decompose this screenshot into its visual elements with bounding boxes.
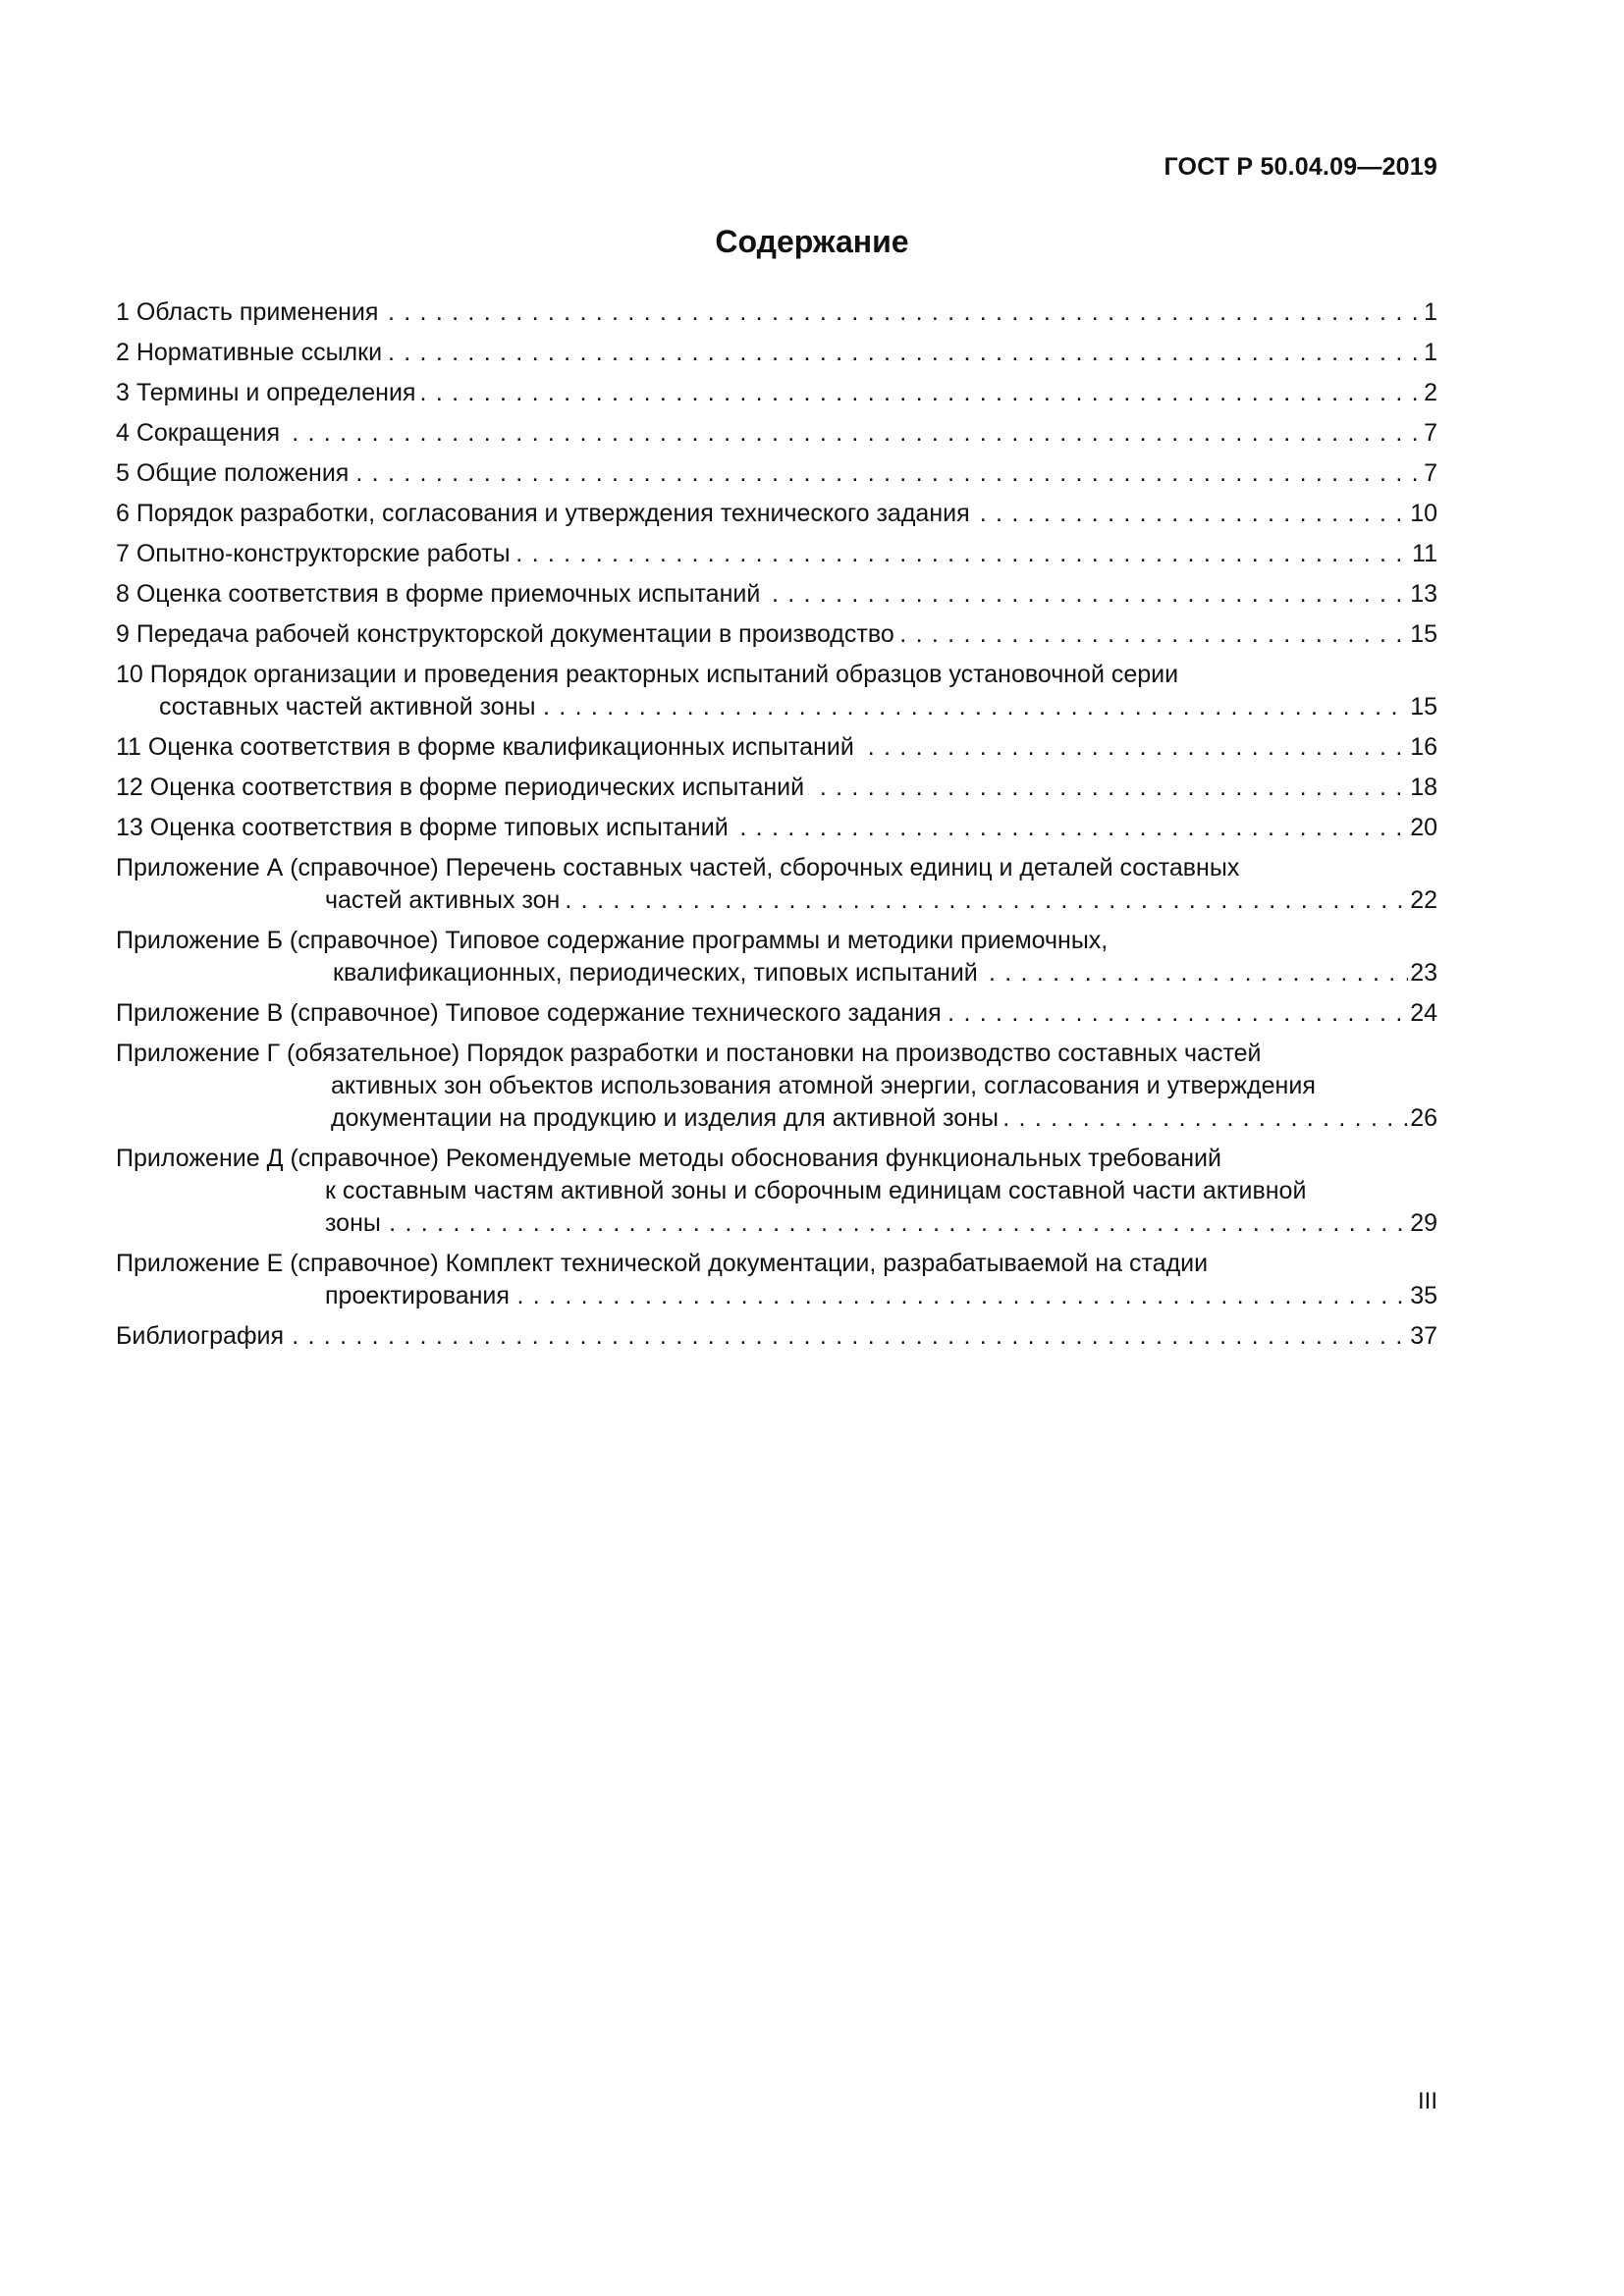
toc-entry-page: 10 (1410, 500, 1437, 527)
toc-entry-label-cont: проектирования (325, 1282, 514, 1309)
toc-entry-13[interactable] (116, 812, 1437, 844)
toc-entry-label-cont: документации на продукцию и изделия для активной зоны (331, 1104, 1002, 1132)
toc-entry-5[interactable] (116, 457, 1437, 490)
toc-entry-page: 18 (1410, 774, 1437, 801)
toc-entry-2[interactable] (116, 337, 1437, 369)
toc-entry-label: 8 Оценка соответствия в форме приемочных испытаний (116, 580, 764, 608)
toc-entry-7[interactable] (116, 538, 1437, 570)
toc-entry-page: 20 (1410, 814, 1437, 841)
toc-entry-11[interactable] (116, 731, 1437, 764)
toc-entry-label: 2 Нормативные ссылки (116, 339, 386, 366)
toc-entry-label: Приложение В (справочное) Типовое содержание технического задания (116, 999, 946, 1027)
toc-entry-label: 10 Порядок организации и проведения реакторных испытаний образцов установочной серии (116, 661, 1179, 688)
toc-entry-label: 7 Опытно-конструкторские работы (116, 540, 514, 567)
toc-entry-label: Приложение Г (обязательное) Порядок разработки и постановки на производство составных частей (116, 1040, 1262, 1067)
toc-entry-12[interactable] (116, 772, 1437, 804)
toc-entry-3[interactable] (116, 377, 1437, 409)
toc-entry-9[interactable] (116, 618, 1437, 651)
toc-entry-label-cont: зоны (325, 1209, 385, 1237)
toc-entry-label-cont: частей активных зон (325, 886, 564, 914)
toc-entry-page: 15 (1410, 620, 1437, 648)
toc-entry-page: 29 (1410, 1209, 1437, 1237)
toc-entry-label: Приложение А (справочное) Перечень составных частей, сборочных единиц и деталей составных (116, 854, 1240, 881)
toc-entry-label: Приложение Б (справочное) Типовое содержание программы и методики приемочных, (116, 927, 1109, 954)
table-of-contents (116, 296, 1437, 1361)
toc-entry-8[interactable] (116, 578, 1437, 611)
toc-entry-label-cont: составных частей активной зоны (159, 693, 539, 721)
toc-entry-page: 1 (1424, 298, 1437, 326)
toc-entry-page: 1 (1424, 339, 1437, 366)
toc-entry-6[interactable] (116, 498, 1437, 530)
toc-entry-appendix-a[interactable] (116, 852, 1437, 917)
toc-entry-label: 13 Оценка соответствия в форме типовых испытаний (116, 814, 732, 841)
toc-entry-appendix-v[interactable] (116, 997, 1437, 1030)
toc-title: Содержание (715, 224, 909, 259)
toc-entry-label-cont: к составным частям активной зоны и сборочным единицам составной части активной (325, 1177, 1307, 1204)
toc-entry-page: 24 (1410, 999, 1437, 1027)
toc-entry-page: 7 (1424, 459, 1437, 487)
toc-entry-label: 4 Сокращения (116, 419, 284, 447)
page-number: III (1417, 2088, 1437, 2114)
toc-entry-appendix-g[interactable] (116, 1038, 1437, 1135)
toc-entry-page: 15 (1410, 693, 1437, 721)
toc-entry-label: Приложение Д (справочное) Рекомендуемые методы обоснования функциональных требований (116, 1145, 1221, 1172)
toc-entry-page: 35 (1410, 1282, 1437, 1309)
toc-entry-label: 5 Общие положения (116, 459, 352, 487)
toc-entry-page: 22 (1410, 886, 1437, 914)
toc-entry-4[interactable] (116, 417, 1437, 450)
toc-entry-page: 2 (1424, 379, 1437, 406)
toc-entry-label: Приложение Е (справочное) Комплект технической документации, разрабатываемой на стадии (116, 1250, 1209, 1277)
toc-entry-label: 11 Оценка соответствия в форме квалификационных испытаний (116, 733, 858, 761)
toc-entry-label: 1 Область применения (116, 298, 382, 326)
toc-entry-label: 3 Термины и определения (116, 379, 419, 406)
toc-entry-label: 12 Оценка соответствия в форме периодических испытаний (116, 774, 808, 801)
toc-entry-page: 23 (1410, 959, 1437, 987)
toc-entry-label: 9 Передача рабочей конструкторской документации в производство (116, 620, 898, 648)
toc-entry-appendix-d[interactable] (116, 1143, 1437, 1240)
toc-entry-page: 11 (1412, 540, 1437, 567)
toc-entry-label: 6 Порядок разработки, согласования и утверждения технического задания (116, 500, 974, 527)
toc-entry-page: 13 (1410, 580, 1437, 608)
toc-entry-appendix-e[interactable] (116, 1248, 1437, 1312)
toc-entry-1[interactable] (116, 296, 1437, 329)
toc-entry-page: 37 (1410, 1322, 1437, 1350)
toc-entry-page: 16 (1410, 733, 1437, 761)
toc-entry-label-cont: активных зон объектов использования атомной энергии, согласования и утверждения (331, 1072, 1316, 1099)
toc-entry-label: Библиография (116, 1322, 288, 1350)
toc-entry-label-cont: квалификационных, периодических, типовых испытаний (333, 959, 982, 987)
toc-entry-10[interactable] (116, 659, 1437, 723)
toc-entry-bibliography[interactable] (116, 1320, 1437, 1353)
document-id: ГОСТ Р 50.04.09—2019 (1164, 153, 1437, 181)
toc-entry-page: 26 (1410, 1104, 1437, 1132)
toc-entry-appendix-b[interactable] (116, 925, 1437, 989)
toc-entry-page: 7 (1424, 419, 1437, 447)
